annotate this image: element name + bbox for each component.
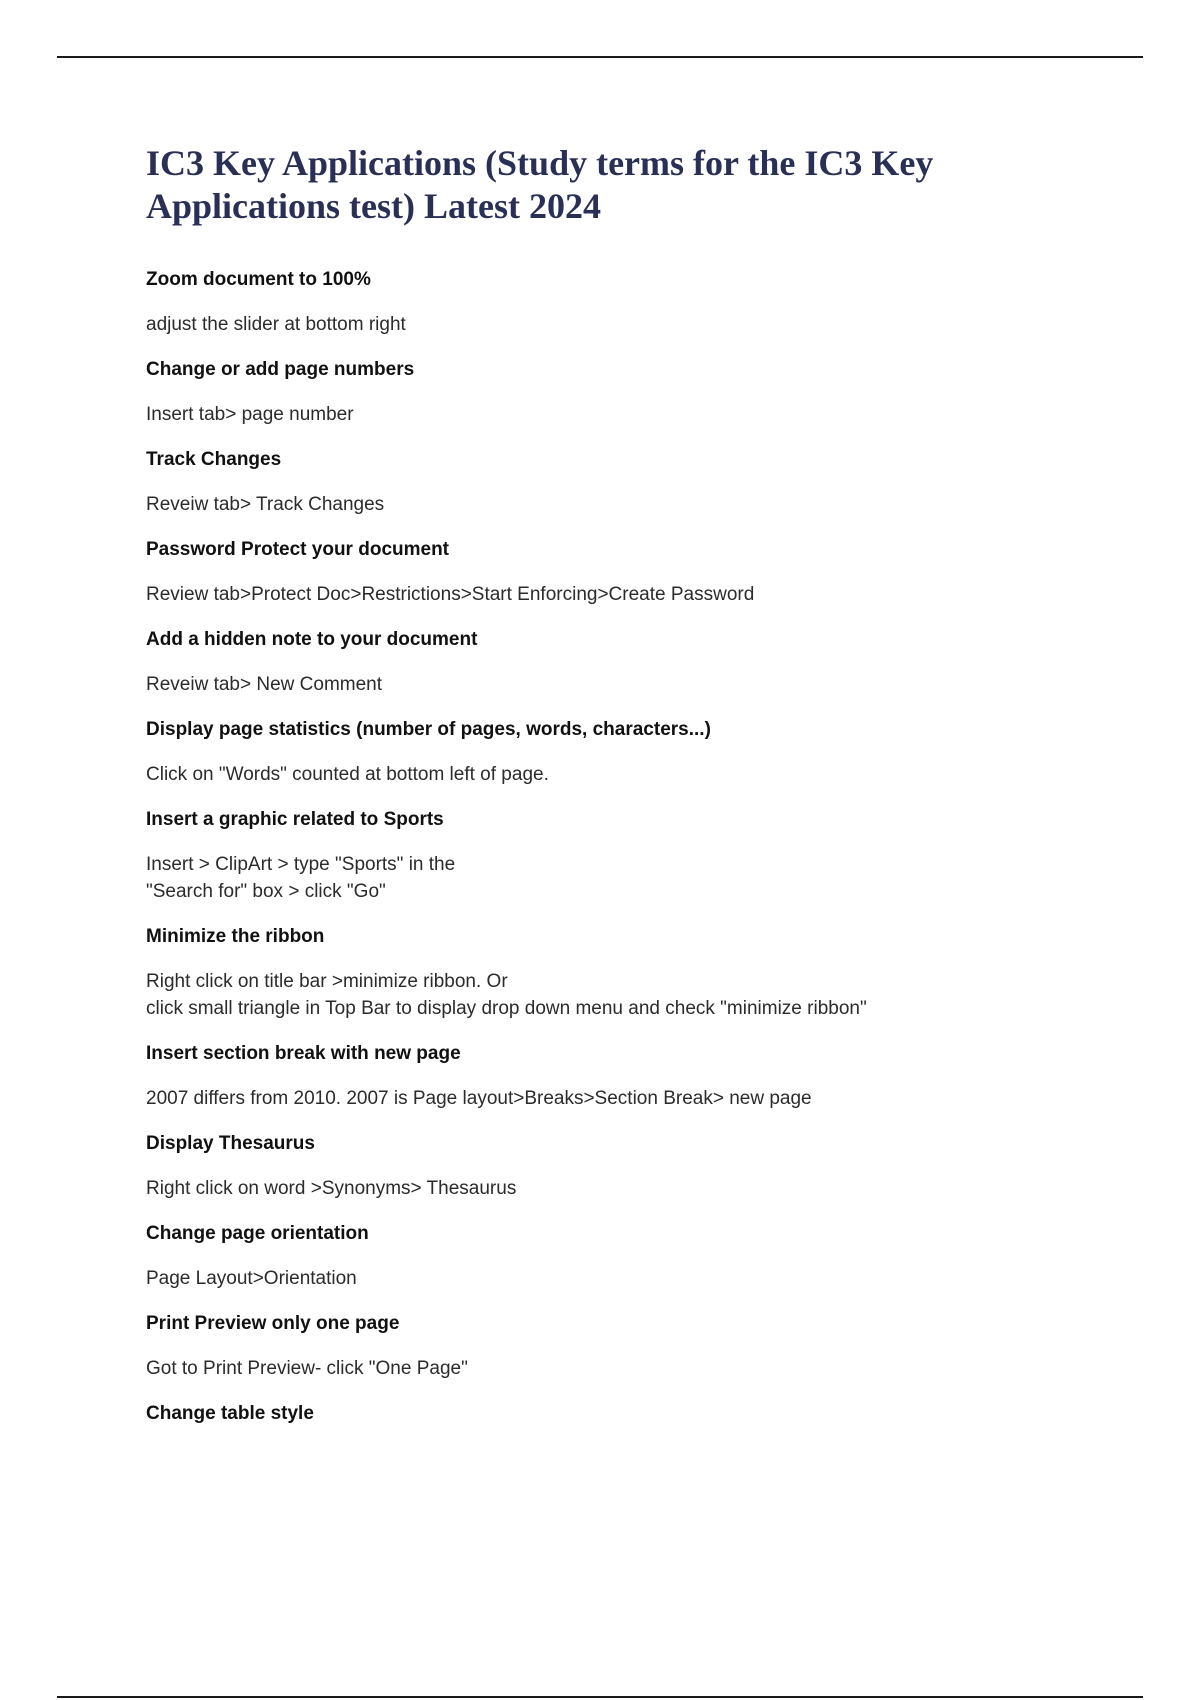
card-definition: Click on "Words" counted at bottom left of page. bbox=[146, 764, 549, 785]
card-term: Display Thesaurus bbox=[146, 1133, 315, 1154]
bottom-rule bbox=[57, 1696, 1143, 1698]
card-term: Minimize the ribbon bbox=[146, 926, 325, 947]
card-12 bbox=[146, 1310, 1106, 1382]
document-title: IC3 Key Applications (Study terms for the IC3 Key Applications test) Latest 2024 bbox=[146, 143, 934, 226]
card-term: Change table style bbox=[146, 1403, 314, 1424]
card-definition: 2007 differs from 2010. 2007 is Page layout>Breaks>Section Break> new page bbox=[146, 1088, 812, 1109]
card-definition: Got to Print Preview- click "One Page" bbox=[146, 1358, 468, 1379]
card-term: Insert a graphic related to Sports bbox=[146, 809, 444, 830]
card-term: Insert section break with new page bbox=[146, 1043, 461, 1064]
card-11 bbox=[146, 1220, 1106, 1292]
card-term: Zoom document to 100% bbox=[146, 269, 371, 290]
card-9 bbox=[146, 1040, 1106, 1112]
card-4 bbox=[146, 536, 1106, 608]
card-definition: adjust the slider at bottom right bbox=[146, 314, 406, 335]
card-definition: Insert > ClipArt > type "Sports" in the "Search for" box > click "Go" bbox=[146, 854, 456, 902]
card-definition: Insert tab> page number bbox=[146, 404, 354, 425]
card-6 bbox=[146, 716, 1106, 788]
card-1 bbox=[146, 266, 1106, 338]
card-8 bbox=[146, 923, 1106, 1022]
card-definition: Page Layout>Orientation bbox=[146, 1268, 357, 1289]
card-term: Add a hidden note to your document bbox=[146, 629, 478, 650]
card-7 bbox=[146, 806, 1106, 905]
top-rule bbox=[57, 56, 1143, 58]
card-3 bbox=[146, 446, 1106, 518]
card-13 bbox=[146, 1400, 1106, 1427]
card-definition: Right click on word >Synonyms> Thesaurus bbox=[146, 1178, 517, 1199]
document-body bbox=[146, 142, 1106, 1445]
card-2 bbox=[146, 356, 1106, 428]
card-term: Change or add page numbers bbox=[146, 359, 415, 380]
card-term: Track Changes bbox=[146, 449, 282, 470]
card-5 bbox=[146, 626, 1106, 698]
card-term: Change page orientation bbox=[146, 1223, 369, 1244]
card-10 bbox=[146, 1130, 1106, 1202]
card-definition: Reveiw tab> New Comment bbox=[146, 674, 383, 695]
card-definition: Right click on title bar >minimize ribbon. Or click small triangle in Top Bar to display drop down menu and check "minimize ribbon" bbox=[146, 971, 867, 1019]
card-definition: Reveiw tab> Track Changes bbox=[146, 494, 385, 515]
card-term: Print Preview only one page bbox=[146, 1313, 400, 1334]
card-definition: Review tab>Protect Doc>Restrictions>Start Enforcing>Create Password bbox=[146, 584, 755, 605]
card-term: Display page statistics (number of pages, words, characters...) bbox=[146, 719, 711, 740]
card-term: Password Protect your document bbox=[146, 539, 450, 560]
